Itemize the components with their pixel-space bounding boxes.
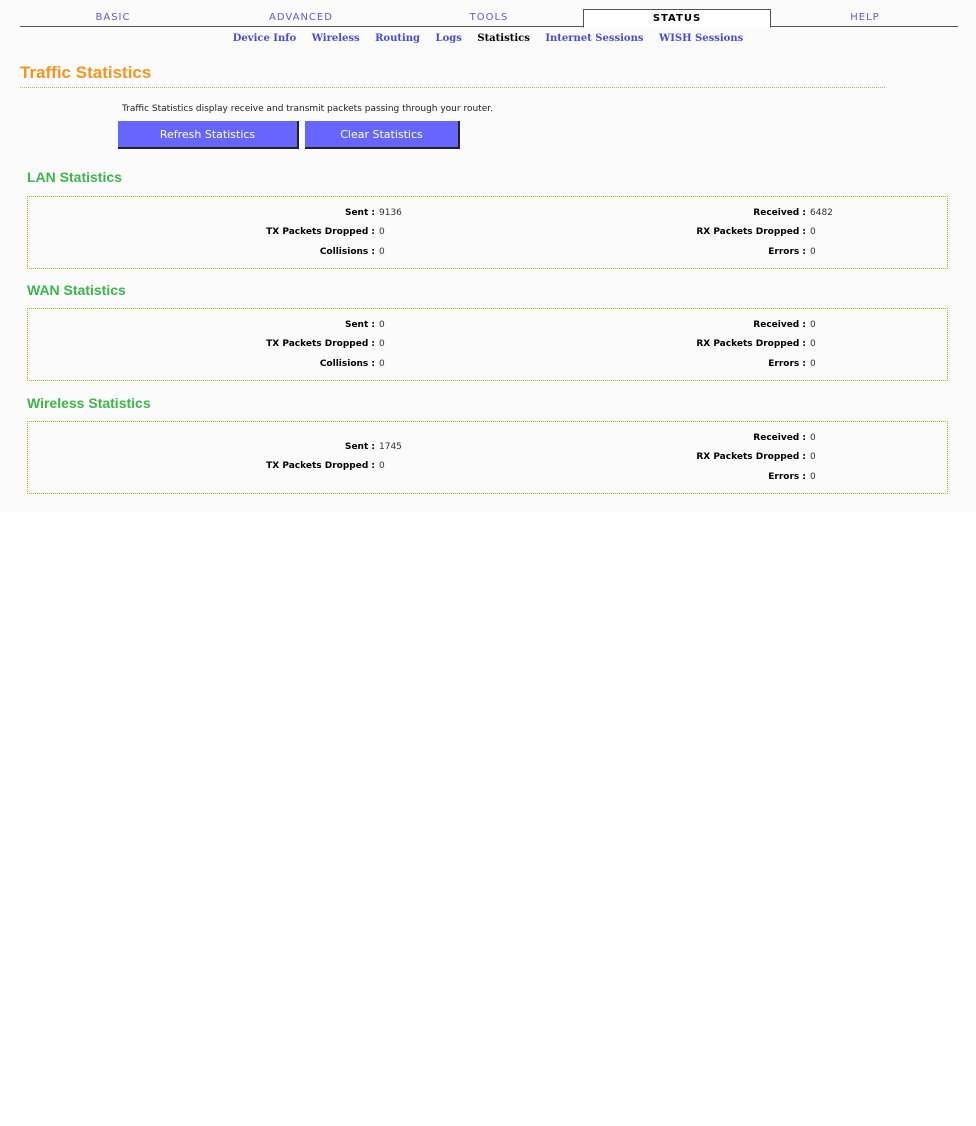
subnav-wish-sessions[interactable]: WISH Sessions [658,33,744,44]
wireless-received-value: 0 [810,433,816,443]
lan-received-label: Received : [753,208,806,218]
tab-basic[interactable]: BASIC [95,12,131,23]
lan-errors-row [666,247,816,257]
lan-sent-row [50,208,402,218]
wireless-rx-dropped-label: RX Packets Dropped : [696,452,806,462]
wan-collisions-label: Collisions : [319,359,375,369]
lan-sent-value: 9136 [379,208,402,218]
wireless-errors-value: 0 [810,472,816,482]
lan-collisions-row [50,247,385,257]
wireless-rx-dropped-value: 0 [810,452,816,462]
lan-collisions-label: Collisions : [319,247,375,257]
lan-rx-dropped-label: RX Packets Dropped : [696,227,806,237]
refresh-statistics-button[interactable]: Refresh Statistics [118,121,299,149]
lan-tx-dropped-value: 0 [379,227,385,237]
lan-tx-dropped-label: TX Packets Dropped : [266,227,375,237]
page-description: Traffic Statistics display receive and transmit packets passing through your router. [122,104,493,114]
lan-received-row [666,208,833,218]
tab-advanced[interactable]: ADVANCED [269,12,333,23]
subnav-statistics[interactable]: Statistics [477,33,530,44]
wan-sent-label: Sent : [344,320,375,330]
wireless-statistics-box [27,421,948,494]
wireless-received-row [666,433,816,443]
wan-sent-value: 0 [379,320,385,330]
wan-statistics-box [27,308,948,381]
lan-errors-label: Errors : [768,247,806,257]
wireless-rx-dropped-row [666,452,816,462]
title-divider [20,87,885,88]
lan-sent-label: Sent : [344,208,375,218]
wireless-sent-row [50,442,402,452]
wireless-sent-label: Sent : [344,442,375,452]
tab-tools[interactable]: TOOLS [469,12,509,23]
lan-rx-dropped-row [666,227,816,237]
subnav-logs[interactable]: Logs [435,33,462,44]
wan-collisions-value: 0 [379,359,385,369]
subnav-wireless[interactable]: Wireless [311,33,360,44]
wan-errors-row [666,359,816,369]
wireless-errors-label: Errors : [768,472,806,482]
wireless-tx-dropped-label: TX Packets Dropped : [266,461,375,471]
top-nav [20,9,958,27]
clear-statistics-button[interactable]: Clear Statistics [305,121,460,149]
wireless-tx-dropped-value: 0 [379,461,385,471]
wan-statistics-title: WAN Statistics [27,282,126,298]
lan-errors-value: 0 [810,247,816,257]
lan-collisions-value: 0 [379,247,385,257]
lan-statistics-title: LAN Statistics [27,169,122,185]
wan-rx-dropped-row [666,339,816,349]
subnav-device-info[interactable]: Device Info [232,33,297,44]
wan-rx-dropped-value: 0 [810,339,816,349]
wan-received-value: 0 [810,320,816,330]
wireless-sent-value: 1745 [379,442,402,452]
wan-tx-dropped-label: TX Packets Dropped : [266,339,375,349]
sub-nav [0,33,976,44]
wan-tx-dropped-value: 0 [379,339,385,349]
wan-sent-row [50,320,385,330]
wireless-statistics-title: Wireless Statistics [27,395,151,411]
tab-help[interactable]: HELP [850,12,880,23]
wan-errors-label: Errors : [768,359,806,369]
wan-errors-value: 0 [810,359,816,369]
lan-rx-dropped-value: 0 [810,227,816,237]
wireless-errors-row [666,472,816,482]
wan-received-row [666,320,816,330]
wan-rx-dropped-label: RX Packets Dropped : [696,339,806,349]
lan-tx-dropped-row [50,227,385,237]
subnav-internet-sessions[interactable]: Internet Sessions [545,33,644,44]
wan-collisions-row [50,359,385,369]
lan-statistics-box [27,196,948,269]
subnav-routing[interactable]: Routing [375,33,421,44]
wan-tx-dropped-row [50,339,385,349]
page-title: Traffic Statistics [20,63,152,82]
tab-status[interactable]: STATUS [583,9,771,28]
wan-received-label: Received : [753,320,806,330]
lan-received-value: 6482 [810,208,833,218]
nav-baseline [20,26,958,27]
wireless-tx-dropped-row [50,461,385,471]
wireless-received-label: Received : [753,433,806,443]
